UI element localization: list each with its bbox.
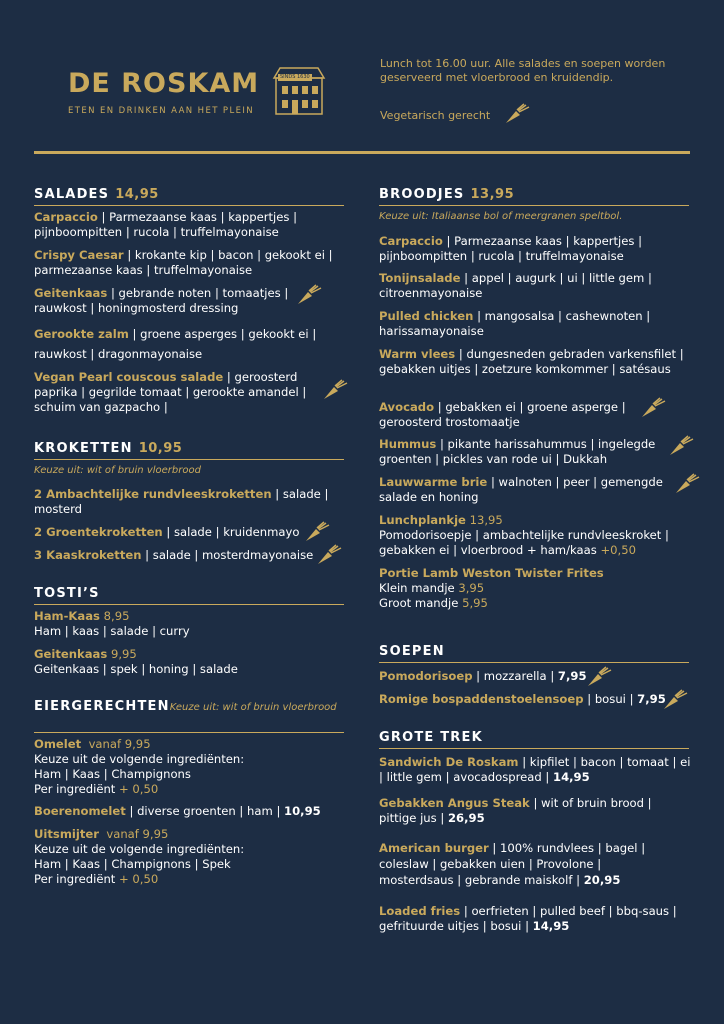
section-grote-trek-heading: GROTE TREK bbox=[379, 730, 483, 745]
menu-item: Geitenkaas | gebrande noten | tomaatjes | rauwkost | honingmosterd dressing bbox=[34, 286, 289, 315]
carrot-icon bbox=[322, 377, 350, 401]
menu-item: Crispy Caesar | krokante kip | bacon | gekookt ei | parmezaanse kaas | truffelmayonaise bbox=[34, 248, 333, 277]
menu-item: Pomodorisoep | mozzarella | 7,95 bbox=[379, 669, 587, 683]
divider bbox=[34, 732, 344, 733]
menu-item: Ham-Kaas 8,95 Ham | kaas | salade | curry bbox=[34, 609, 190, 638]
menu-item: 3 Kaaskroketten | salade | mosterdmayonaise bbox=[34, 548, 314, 562]
carrot-icon bbox=[316, 542, 344, 566]
broodjes-note: Keuze uit: Italiaanse bol of meergranen speltbol. bbox=[379, 211, 623, 222]
divider bbox=[34, 604, 344, 605]
menu-item: Lauwwarme brie | walnoten | peer | gemengde salade en honing bbox=[379, 475, 663, 504]
menu-item: 2 Groentekroketten | salade | kruidenmayo bbox=[34, 525, 300, 539]
menu-item: Sandwich De Roskam | kipfilet | bacon | tomaat | ei | little gem | avocadospread | 14,95 bbox=[379, 755, 691, 784]
since-badge: SINDS 1630 bbox=[280, 74, 310, 80]
section-eiergerechten-heading: EIERGERECHTENKeuze uit: wit of bruin vloerbrood bbox=[34, 699, 337, 714]
salades-price: 14,95 bbox=[115, 187, 159, 202]
section-kroketten-heading: KROKETTEN 10,95 bbox=[34, 441, 183, 456]
carrot-icon bbox=[586, 664, 614, 688]
carrot-icon bbox=[504, 101, 532, 125]
menu-item: Pulled chicken | mangosalsa | cashewnoten | harissamayonaise bbox=[379, 309, 651, 338]
menu-item: Geitenkaas 9,95 Geitenkaas | spek | honing | salade bbox=[34, 647, 238, 676]
menu-item: Portie Lamb Weston Twister Frites Klein mandje 3,95 Groot mandje 5,95 bbox=[379, 566, 604, 610]
brand-tagline: ETEN EN DRINKEN AAN HET PLEIN bbox=[68, 106, 255, 116]
divider bbox=[379, 205, 689, 206]
section-tostis-heading: TOSTI’S bbox=[34, 586, 100, 601]
intro-text: Lunch tot 16.00 uur. Alle salades en soepen worden geserveerd met vloerbrood en kruidendip. bbox=[380, 57, 666, 84]
section-broodjes-heading: BROODJES 13,95 bbox=[379, 187, 515, 202]
menu-item: Tonijnsalade | appel | augurk | ui | little gem | citroenmayonaise bbox=[379, 271, 652, 300]
header-divider bbox=[34, 151, 690, 154]
menu-item: Vegan Pearl couscous salade | geroosterd paprika | gegrilde tomaat | gerookte amandel | schuim van gazpacho | bbox=[34, 370, 307, 414]
carrot-icon bbox=[304, 519, 332, 543]
divider bbox=[34, 459, 344, 460]
menu-item: Avocado | gebakken ei | groene asperge | geroosterd trostomaatje bbox=[379, 400, 626, 429]
kroketten-price: 10,95 bbox=[138, 441, 183, 456]
carrot-icon bbox=[674, 471, 702, 495]
menu-item: American burger | 100% rundvlees | bagel | coleslaw | gebakken uien | Provolone | mosterdsaus | gebrande maiskolf | 20,95 bbox=[379, 841, 646, 887]
brand-name: DE ROSKAM bbox=[68, 68, 260, 99]
divider bbox=[34, 205, 344, 206]
house-icon bbox=[270, 64, 326, 120]
divider bbox=[379, 662, 689, 663]
menu-item: Hummus | pikante harissahummus | ingelegde groenten | pickles van rode ui | Dukkah bbox=[379, 437, 656, 466]
menu-item: Gebakken Angus Steak | wit of bruin brood | pittige jus | 26,95 bbox=[379, 796, 652, 825]
menu-item: 2 Ambachtelijke rundvleeskroketten | salade | mosterd bbox=[34, 487, 329, 516]
carrot-icon bbox=[668, 433, 696, 457]
menu-item: Carpaccio | Parmezaanse kaas | kappertjes | pijnboompitten | rucola | truffelmayonaise bbox=[34, 210, 298, 239]
carrot-icon bbox=[296, 282, 324, 306]
menu-item: Loaded fries | oerfrieten | pulled beef | bbq-saus | gefrituurde uitjes | bosui | 14,95 bbox=[379, 904, 677, 933]
kroketten-note: Keuze uit: wit of bruin vloerbrood bbox=[34, 465, 201, 476]
menu-item: Lunchplankje 13,95 Pomodorisoepje | ambachtelijke rundvleeskroket | gebakken ei | vloerbrood + ham/kaas +0,50 bbox=[379, 513, 669, 557]
section-soepen-heading: SOEPEN bbox=[379, 644, 445, 659]
carrot-icon bbox=[662, 687, 690, 711]
broodjes-price: 13,95 bbox=[470, 187, 515, 202]
carrot-icon bbox=[640, 395, 668, 419]
menu-item: Omelet vanaf 9,95 Keuze uit de volgende ingrediënten: Ham | Kaas | Champignons Per ingrediënt + 0,50 bbox=[34, 737, 245, 796]
menu-item: Uitsmijter vanaf 9,95 Keuze uit de volgende ingrediënten: Ham | Kaas | Champignons | Spek Per ingrediënt + 0,50 bbox=[34, 827, 245, 886]
menu-item: Romige bospaddenstoelensoep | bosui | 7,95 bbox=[379, 692, 666, 706]
menu-item: Gerookte zalm | groene asperges | gekookt ei | rauwkost | dragonmayonaise bbox=[34, 327, 317, 361]
menu-item: Carpaccio | Parmezaanse kaas | kappertjes | pijnboompitten | rucola | truffelmayonaise bbox=[379, 234, 643, 263]
eiergerechten-note: Keuze uit: wit of bruin vloerbrood bbox=[169, 702, 337, 713]
divider bbox=[379, 748, 689, 749]
brand-logo bbox=[66, 64, 326, 124]
section-salades-heading: SALADES 14,95 bbox=[34, 187, 159, 202]
menu-item: Boerenomelet | diverse groenten | ham | 10,95 bbox=[34, 804, 321, 818]
vegetarian-legend: Vegetarisch gerecht bbox=[380, 109, 491, 122]
menu-item: Warm vlees | dungesneden gebraden varkensfilet | gebakken uitjes | zoetzure komkommer | satésaus bbox=[379, 347, 684, 376]
